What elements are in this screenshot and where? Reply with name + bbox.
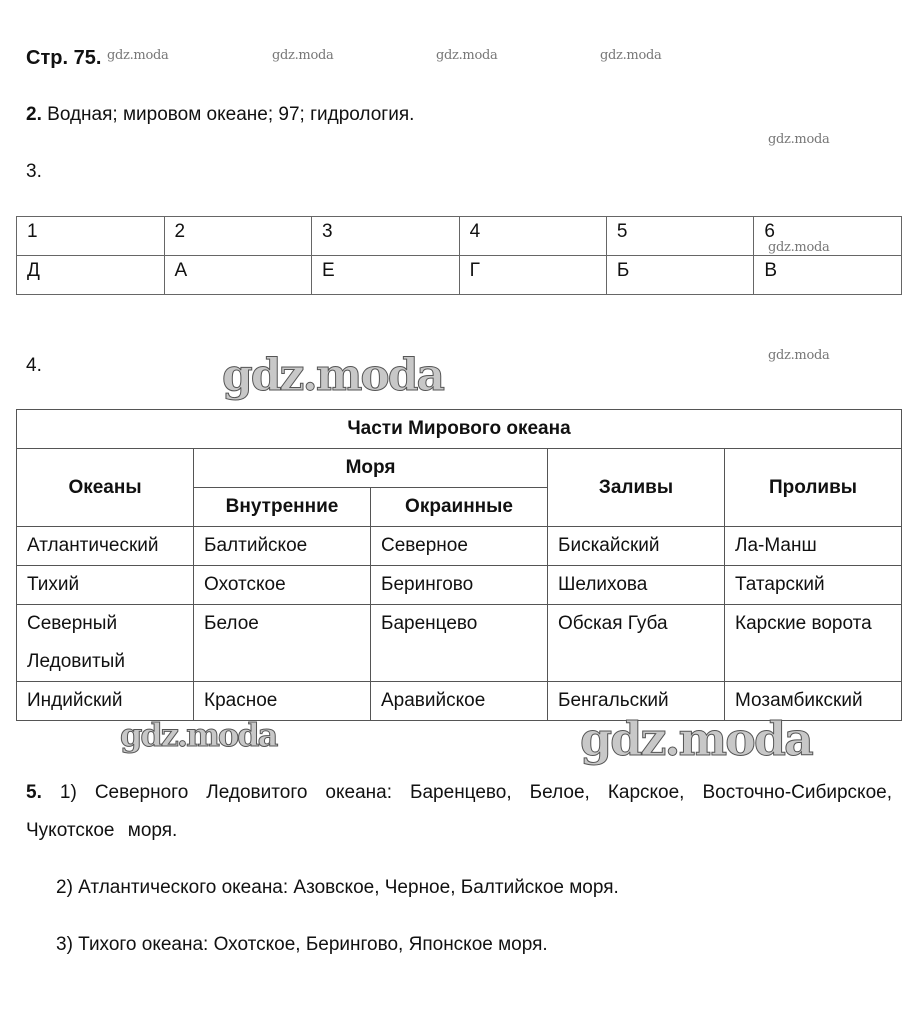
cell-strait: Карские ворота	[725, 605, 902, 682]
cell-ocean: Тихий	[17, 566, 194, 605]
cell-gulf: Шелихова	[548, 566, 725, 605]
watermark: gdz.moda	[580, 712, 812, 766]
cell-strait: Ла-Манш	[725, 527, 902, 566]
question-2	[26, 104, 414, 126]
watermark: gdz.moda	[768, 240, 830, 255]
matching-table	[16, 216, 902, 295]
watermark: gdz.moda	[120, 716, 277, 754]
cell-ocean: Северный Ледовитый	[17, 605, 194, 682]
cell-strait: Татарский	[725, 566, 902, 605]
column-header-marginal: Окраинные	[371, 488, 548, 527]
watermark: gdz.moda	[222, 350, 444, 401]
table-row	[17, 256, 902, 295]
watermark: gdz.moda	[600, 48, 662, 63]
question-3-number: 3.	[26, 161, 42, 182]
cell-inner: Белое	[194, 605, 371, 682]
cell-gulf: Бискайский	[548, 527, 725, 566]
question-number: 5.	[26, 782, 42, 803]
column-header-straits: Проливы	[725, 449, 902, 527]
table-header-cell: 2	[174, 221, 186, 242]
table-header-cell: 6	[764, 221, 775, 242]
cell-marginal: Аравийское	[371, 682, 548, 721]
table-header-cell: 4	[469, 221, 481, 242]
watermark: gdz.moda	[436, 48, 498, 63]
table-cell: В	[764, 260, 778, 281]
cell-ocean: Атлантический	[17, 527, 194, 566]
cell-marginal: Берингово	[371, 566, 548, 605]
cell-marginal: Северное	[371, 527, 548, 566]
question-4-number: 4.	[26, 355, 42, 376]
cell-inner: Балтийское	[194, 527, 371, 566]
ocean-parts-table	[16, 409, 902, 721]
column-header-seas: Моря	[194, 449, 548, 488]
table-row	[17, 527, 902, 566]
table-title: Части Мирового океана	[17, 410, 902, 449]
cell-inner: Охотское	[194, 566, 371, 605]
answer-item-3: 3) Тихого океана: Охотское, Берингово, Японское моря.	[56, 934, 548, 955]
answer-item-1: 1) Северного Ледовитого океана: Баренцево, Белое, Карское, Восточно-Сибирское, Чукотское моря.	[26, 782, 892, 841]
cell-gulf: Бенгальский	[548, 682, 725, 721]
table-header-cell: 5	[616, 221, 628, 242]
cell-strait: Мозамбикский	[725, 682, 902, 721]
watermark: gdz.moda	[107, 48, 169, 63]
table-cell: А	[174, 260, 188, 281]
cell-inner: Красное	[194, 682, 371, 721]
cell-ocean: Индийский	[17, 682, 194, 721]
column-header-gulfs: Заливы	[548, 449, 725, 527]
cell-marginal: Баренцево	[371, 605, 548, 682]
cell-gulf: Обская Губа	[548, 605, 725, 682]
watermark: gdz.moda	[272, 48, 334, 63]
table-cell: Б	[616, 260, 630, 281]
answer-text: Водная; мировом океане; 97; гидрология.	[47, 104, 415, 125]
page-title: Стр. 75.	[26, 47, 102, 69]
watermark: gdz.moda	[768, 348, 830, 363]
column-header-inner: Внутренние	[194, 488, 371, 527]
table-header-cell: 3	[322, 221, 333, 242]
table-header-cell: 1	[27, 221, 38, 242]
question-number: 2.	[26, 104, 42, 125]
table-row	[17, 566, 902, 605]
table-cell: Г	[469, 260, 480, 281]
column-header-oceans: Океаны	[17, 449, 194, 527]
watermark: gdz.moda	[768, 132, 830, 147]
table-cell: Д	[27, 260, 40, 281]
question-5	[26, 774, 892, 964]
table-cell: Е	[322, 260, 335, 281]
table-row	[17, 605, 902, 682]
answer-item-2: 2) Атлантического океана: Азовское, Черное, Балтийское моря.	[56, 877, 619, 898]
